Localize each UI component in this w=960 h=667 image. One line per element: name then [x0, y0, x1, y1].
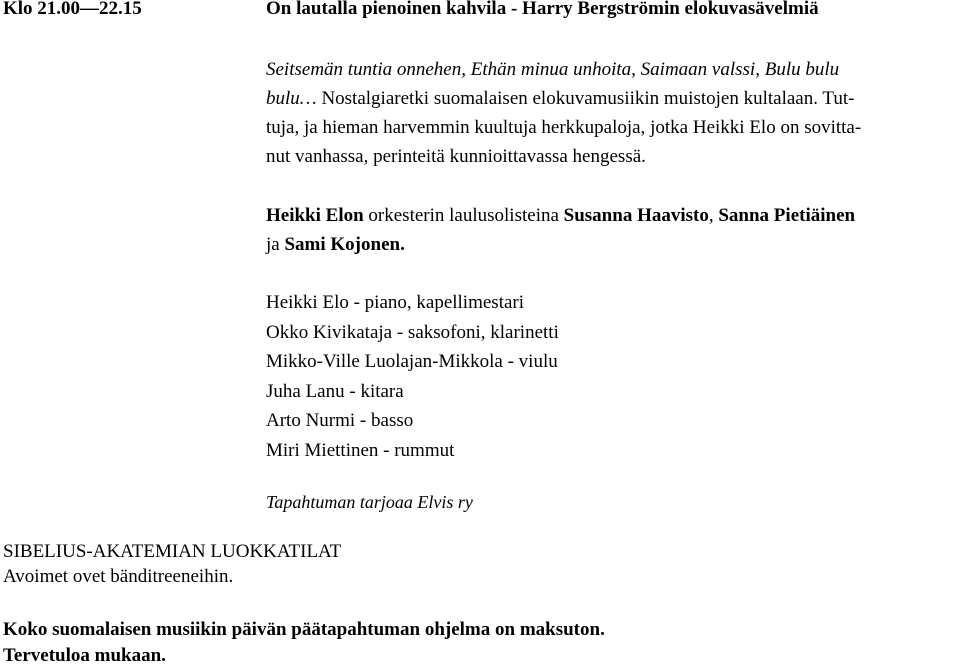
- soloist-name: Susanna Haavisto: [563, 205, 709, 226]
- description-text: nut vanhassa, perinteitä kunnioittavassa hengessä.: [266, 146, 646, 167]
- venue-name: SIBELIUS-AKATEMIAN LUOKKATILAT: [3, 541, 342, 562]
- footer-note: Koko suomalaisen musiikin päivän päätapahtuman ohjelma on maksuton.: [3, 619, 605, 640]
- orchestra-leader: Heikki Elon: [266, 205, 364, 226]
- soloist-name: Sami Kojonen: [284, 234, 401, 255]
- event-title: On lautalla pienoinen kahvila - Harry Bergströmin elokuvasävelmiä: [266, 0, 819, 19]
- footer-welcome: Tervetuloa mukaan.: [3, 645, 166, 666]
- soloist-name: Sanna Pietiäinen: [718, 205, 856, 226]
- song-list-end: bulu…: [266, 88, 317, 109]
- list-item: Juha Lanu - kitara: [266, 380, 404, 402]
- list-item: Miri Miettinen - rummut: [266, 439, 455, 461]
- list-item: Arto Nurmi - basso: [266, 410, 414, 431]
- list-item: Okko Kivikataja - saksofoni, klarinetti: [266, 321, 559, 343]
- list-item: Mikko-Ville Luolajan-Mikkola - viulu: [266, 351, 558, 372]
- soloists-paragraph: Heikki Elon orkesterin laulusolisteina Susanna Haavisto, Sanna Pietiäinen ja Sami Kojonen.: [266, 205, 856, 255]
- venue-note: Avoimet ovet bänditreeneihin.: [3, 566, 234, 587]
- song-list: Seitsemän tuntia onnehen, Ethän minua unhoita, Saimaan valssi, Bulu bulu: [266, 59, 840, 80]
- event-time: Klo 21.00—22.15: [3, 0, 142, 19]
- description-text: tuja, ja hieman harvemmin kuultuja herkkupaloja, jotka Heikki Elo on sovitta-: [266, 117, 862, 138]
- description-text: Nostalgiaretki suomalaisen elokuvamusiikin muistojen kultalaan. Tut-: [316, 88, 855, 109]
- organizer: Tapahtuman tarjoaa Elvis ry: [266, 492, 473, 512]
- players-list: [266, 288, 559, 465]
- list-item: Heikki Elo - piano, kapellimestari: [266, 292, 525, 313]
- event-description: [266, 55, 956, 171]
